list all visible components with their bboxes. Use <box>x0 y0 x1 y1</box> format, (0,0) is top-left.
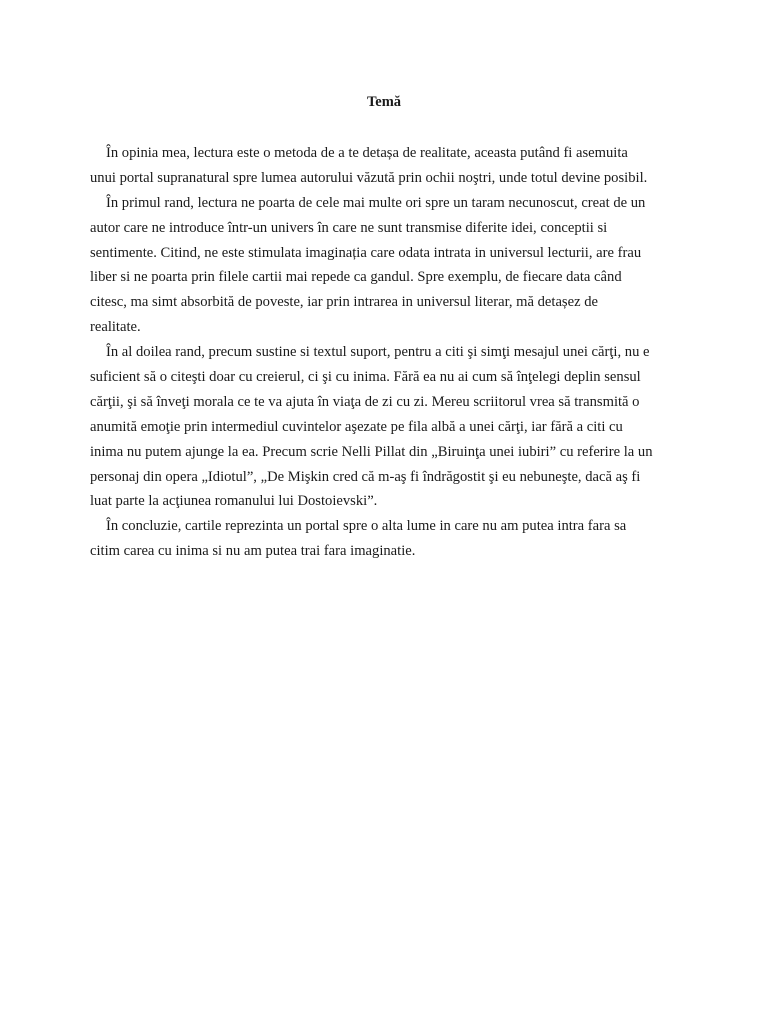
text-line: În al doilea rand, precum sustine si textul suport, pentru a citi şi simţi mesajul unei cărţi, nu e <box>106 344 650 361</box>
text-line: inima nu putem ajunge la ea. Precum scrie Nelli Pillat din „Biruinţa unei iubiri” cu referire la un <box>90 443 653 460</box>
text-line: citesc, ma simt absorbită de poveste, iar prin intrarea in universul literar, mă detașez de <box>90 294 598 311</box>
text-line: În primul rand, lectura ne poarta de cele mai multe ori spre un taram necunoscut, creat de un <box>106 194 646 211</box>
text-line: cărţii, şi să înveţi morala ce te va ajuta în viaţa de zi cu zi. Mereu scriitorul vrea să transmită o <box>90 393 640 410</box>
text-line: personaj din opera „Idiotul”, „De Mişkin cred că m-aş fi îndrăgostit şi eu nebuneşte, dacă aş fi <box>90 468 641 485</box>
document-title: Temă <box>366 94 402 110</box>
text-line: anumită emoţie prin intermediul cuvintelor aşezate pe fila albă a unei cărţi, iar fără a citi cu <box>90 418 623 435</box>
text-line: realitate. <box>90 319 141 336</box>
document-body <box>90 141 690 564</box>
text-line: unui portal supranatural spre lumea autorului văzută prin ochii noştri, unde totul devine posibil. <box>90 169 648 186</box>
text-line: În opinia mea, lectura este o metoda de a te detașa de realitate, aceasta putând fi asemuita <box>106 145 628 161</box>
text-line: autor care ne introduce într-un univers în care ne sunt transmise diferite idei, conceptii si <box>90 219 608 236</box>
text-line: sentimente. Citind, ne este stimulata imaginația care odata intrata in universul lecturii, are frau <box>90 244 642 261</box>
text-line: suficient să o citeşti doar cu creierul, ci şi cu inima. Fără ea nu ai cum să înţelegi deplin sensul <box>90 369 641 386</box>
text-line: În concluzie, cartile reprezinta un portal spre o alta lume in care nu am putea intra fara sa <box>106 518 627 535</box>
text-line: citim carea cu inima si nu am putea trai fara imaginatie. <box>90 543 416 560</box>
text-line: liber si ne poarta prin filele cartii mai repede ca gandul. Spre exemplu, de fiecare data când <box>90 269 622 286</box>
text-line: luat parte la acţiunea romanului lui Dostoievski”. <box>90 493 378 510</box>
